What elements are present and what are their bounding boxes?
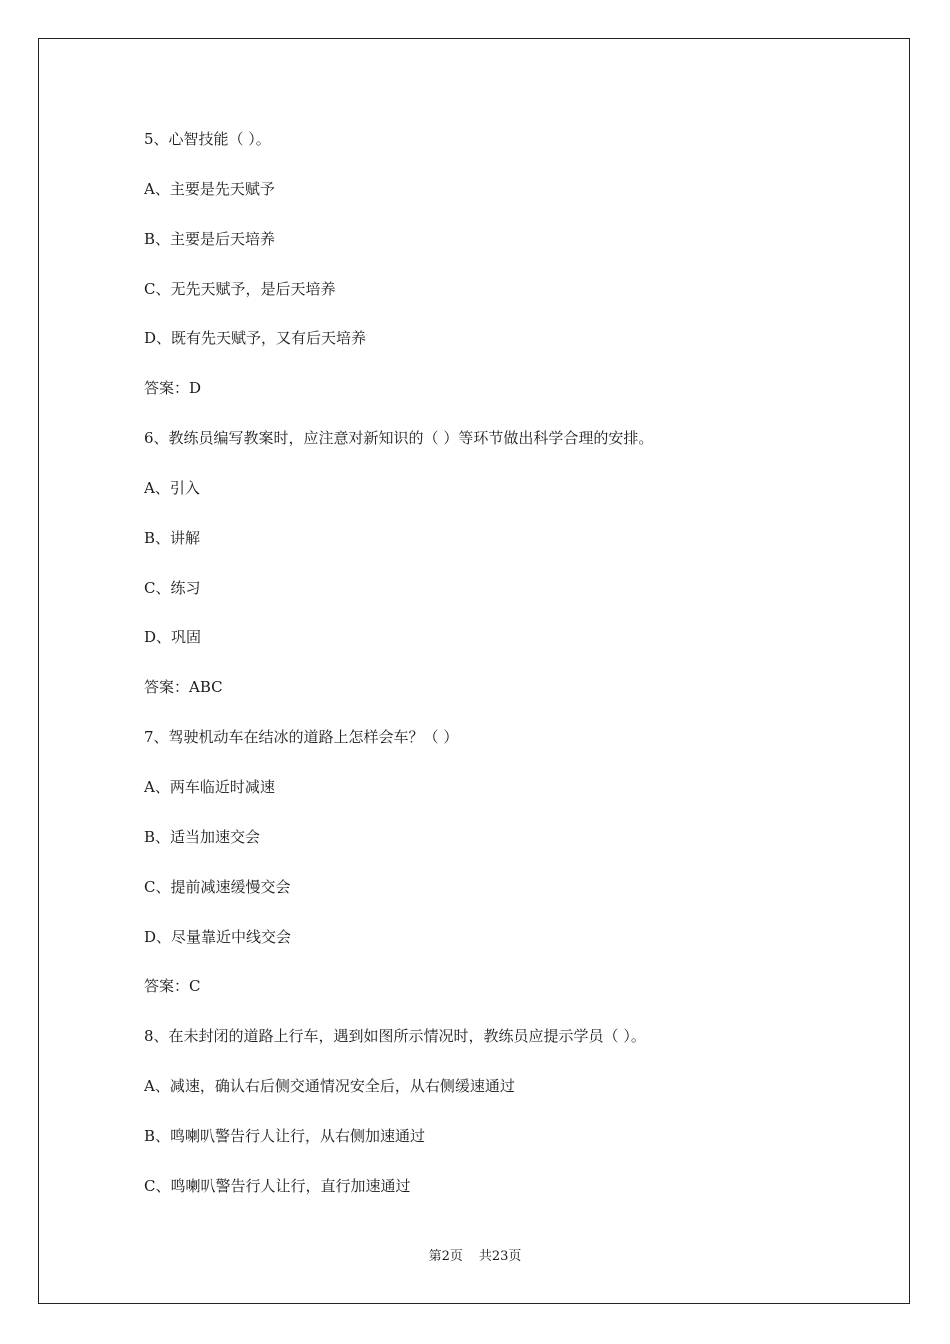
option-d: D、既有先天赋予，又有后天培养 <box>144 329 367 348</box>
answer: 答案：C <box>144 977 201 996</box>
option-d: D、巩固 <box>144 628 202 647</box>
page-number: 第2页 <box>428 1249 463 1264</box>
option-c: C、提前减速缓慢交会 <box>144 877 291 896</box>
option-b: B、鸣喇叭警告行人让行，从右侧加速通过 <box>144 1126 426 1145</box>
question-stem: 6、教练员编写教案时，应注意对新知识的（ ）等环节做出科学合理的安排。 <box>144 429 654 448</box>
option-a: A、减速，确认右后侧交通情况安全后，从右侧缓速通过 <box>144 1077 515 1096</box>
option-a: A、引入 <box>144 478 200 497</box>
page-total: 共23页 <box>478 1249 522 1264</box>
question-stem: 8、在未封闭的道路上行车，遇到如图所示情况时，教练员应提示学员（ ）。 <box>144 1027 646 1046</box>
option-b: B、讲解 <box>144 528 201 547</box>
option-c: C、鸣喇叭警告行人让行，直行加速通过 <box>144 1176 411 1195</box>
page-footer <box>0 1248 950 1266</box>
question-stem: 5、心智技能（ ）。 <box>144 130 271 148</box>
option-c: C、无先天赋予，是后天培养 <box>144 279 336 298</box>
question-stem: 7、驾驶机动车在结冰的道路上怎样会车？（ ） <box>144 728 459 747</box>
option-a: A、两车临近时减速 <box>144 777 275 796</box>
answer: 答案：ABC <box>144 678 223 697</box>
option-c: C、练习 <box>144 578 201 597</box>
question-list <box>144 128 844 1225</box>
option-d: D、尽量靠近中线交会 <box>144 927 292 946</box>
option-b: B、适当加速交会 <box>144 827 261 846</box>
option-a: A、主要是先天赋予 <box>144 179 275 198</box>
option-b: B、主要是后天培养 <box>144 229 276 248</box>
answer: 答案：D <box>144 379 202 398</box>
